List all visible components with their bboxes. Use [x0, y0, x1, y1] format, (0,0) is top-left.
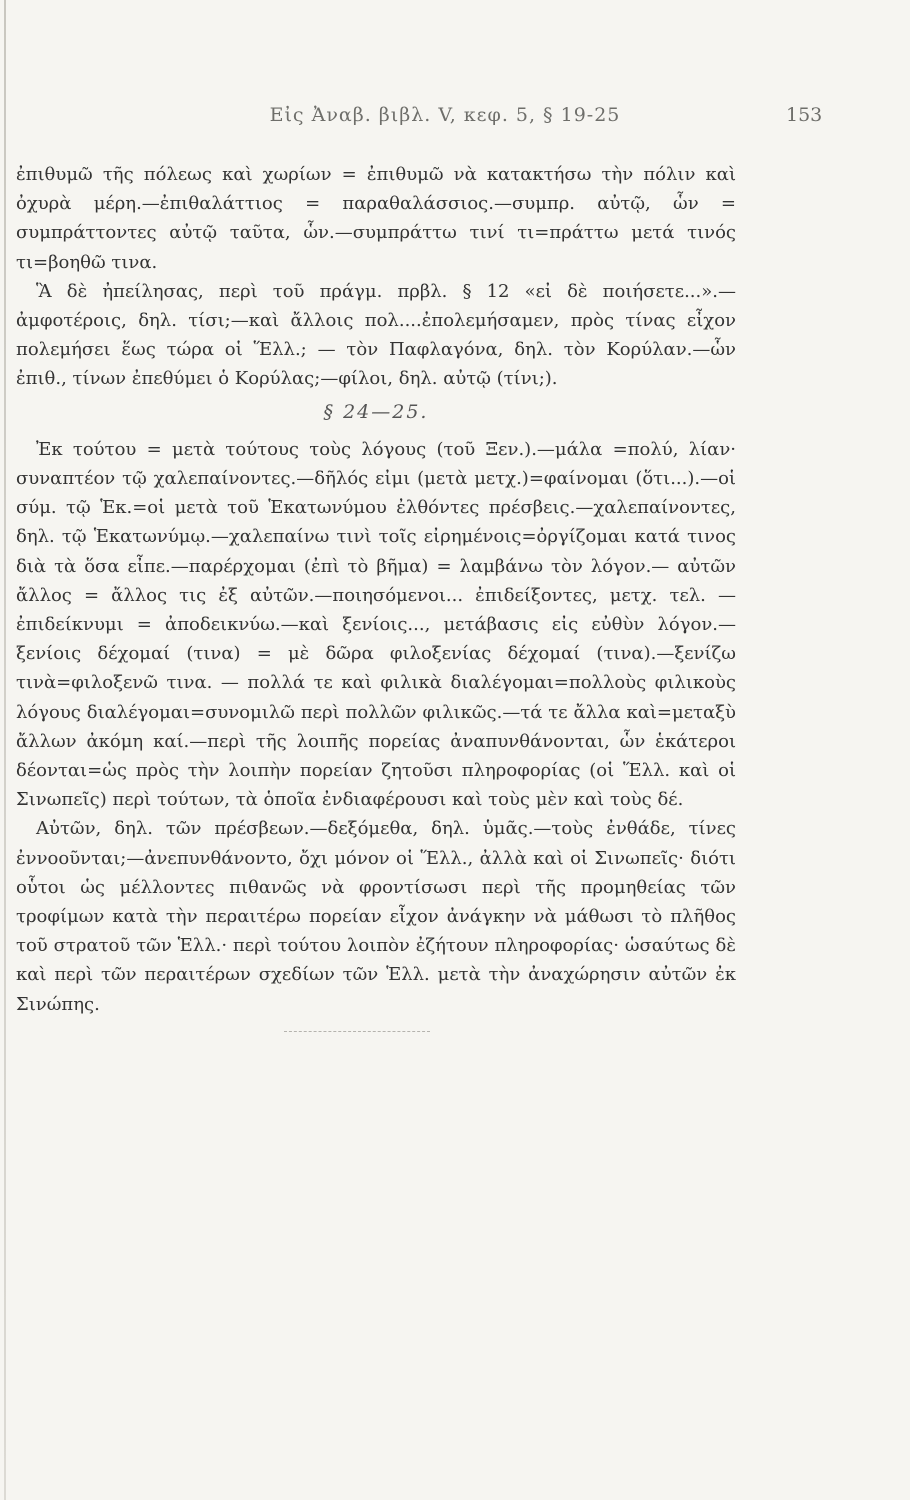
paragraph-4: Αὐτῶν, δηλ. τῶν πρέσβεων.—δεξόμεθα, δηλ. ὑμᾶς.—τοὺς ἐνθάδε, τίνες ἐννοοῦνται;—ἀνεπυνθάνοντο, ὄχι μόνον οἱ Ἕλλ., ἀλλὰ καὶ οἱ Σινωπεῖς· διότι οὗτοι ὡς μέλλοντες πιθανῶς νὰ φροντίσωσι περὶ τῆς προμηθείας τῶν τροφίμων κατὰ τὴν περαιτέρω πορείαν εἶχον ἀνάγκην νὰ μάθωσι τὸ πλῆθος τοῦ στρατοῦ τῶν Ἑλλ.· περὶ τούτου λοιπὸν ἐζήτουν πληροφορίας· ὡσαύτως δὲ καὶ περὶ τῶν περαιτέρων σχεδίων τῶν Ἑλλ. μετὰ τὴν ἀναχώρησιν αὐτῶν ἐκ Σινώπης.	[16, 818, 736, 1015]
page-spine-edge	[4, 0, 6, 1500]
paragraph-3: Ἐκ τούτου = μετὰ τούτους τοὺς λόγους (τοῦ Ξεν.).—μάλα =πολύ, λίαν· συναπτέον τῷ χαλεπαίνοντες.—δῆλός εἰμι (μετὰ μετχ.)=φαίνομαι (ὅτι...).—οἱ σύμ. τῷ Ἑκ.=οἱ μετὰ τοῦ Ἑκατωνύμου ἐλθόντες πρέσβεις.—χαλεπαίνοντες, δηλ. τῷ Ἑκατωνύμῳ.—χαλεπαίνω τινὶ τοῖς εἰρημένοις=ὀργίζομαι κατά τινος διὰ τὰ ὅσα εἶπε.—παρέρχομαι (ἐπὶ τὸ βῆμα) = λαμβάνω τὸν λόγον.— αὐτῶν ἄλλος = ἄλλος τις ἐξ αὐτῶν.—ποιησόμενοι... ἐπιδείξοντες, μετχ. τελ. — ἐπιδείκνυμι = ἀποδεικνύω.—καὶ ξενίοις..., μετάβασις εἰς εὐθὺν λόγον.—ξενίοις δέχομαί (τινα) = μὲ δῶρα φιλοξενίας δέχομαί (τινα).—ξενίζω τινὰ=φιλοξενῶ τινα. — πολλά τε καὶ φιλικὰ διαλέγομαι=πολλοὺς φιλικοὺς λόγους διαλέγομαι=συνομιλῶ περὶ πολλῶν φιλικῶς.—τά τε ἄλλα καὶ=μεταξὺ ἄλλων ἀκόμη καί.—περὶ τῆς λοιπῆς πορείας ἀναπυνθάνονται, ὧν ἑκάτεροι δέονται=ὡς πρὸς τὴν λοιπὴν πορείαν ζητοῦσι πληροφορίας (οἱ Ἕλλ. καὶ οἱ Σινωπεῖς) περὶ τούτων, τὰ ὁποῖα ἐνδιαφέρουσι καὶ τοὺς μὲν καὶ τοὺς δέ.	[16, 438, 736, 811]
page-number: 153	[786, 104, 823, 126]
paragraph-2: Ἃ δὲ ἠπείλησας, περὶ τοῦ πράγμ. πρβλ. § 12 «εἰ δὲ ποιήσετε...».—ἀμφοτέροις, δηλ. τίσι;—καὶ ἄλλοις πολ....ἐπολεμήσαμεν, πρὸς τίνας εἶχον πολεμήσει ἕως τώρα οἱ Ἕλλ.; — τὸν Παφλαγόνα, δηλ. τὸν Κορύλαν.—ὧν ἐπιθ., τίνων ἐπεθύμει ὁ Κορύλας;—φίλοι, δηλ. αὐτῷ (τίνι;).	[16, 280, 736, 390]
closing-ornament-rule	[284, 1031, 430, 1032]
paragraph-1: ἐπιθυμῶ τῆς πόλεως καὶ χωρίων = ἐπιθυμῶ νὰ κατακτήσω τὴν πόλιν καὶ ὀχυρὰ μέρη.—ἐπιθαλάττιος = παραθαλάσσιος.—συμπρ. αὐτῷ, ὧν = συμπράττοντες αὐτῷ ταῦτα, ὧν.—συμπράττω τινί τι=πράττω μετά τινός τι=βοηθῶ τινα.	[16, 164, 736, 273]
running-header: Εἰς Ἀναβ. βιβλ. V, κεφ. 5, § 19-25	[269, 104, 621, 126]
section-heading: § 24—25.	[323, 400, 429, 423]
commentary-body	[16, 160, 736, 1019]
